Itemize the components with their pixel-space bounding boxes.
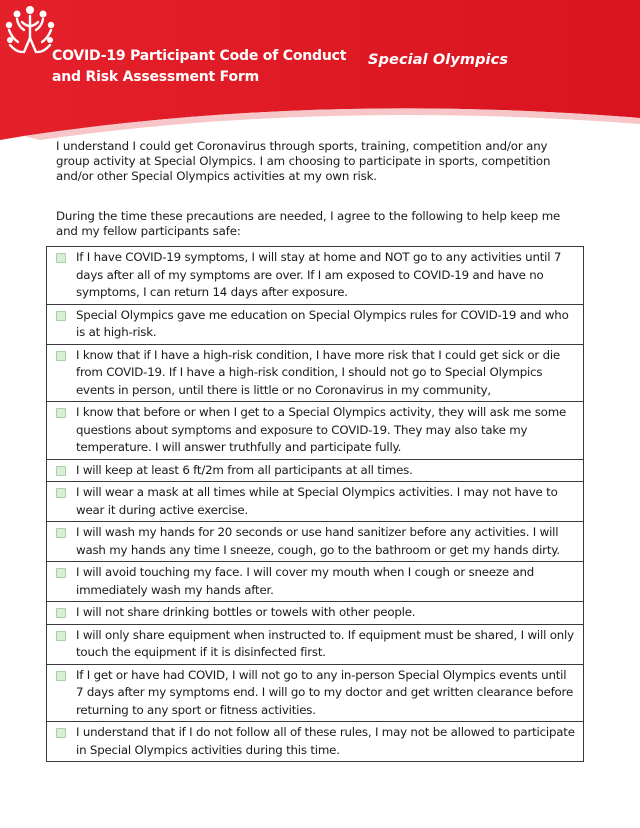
header-banner (0, 0, 640, 140)
rule-checkbox[interactable] (56, 568, 66, 578)
brand-wordmark: Special Olympics (368, 52, 509, 68)
rule-row (47, 482, 583, 522)
rule-text: I will avoid touching my face. I will cover my mouth when I cough or sneeze and immediately wash my hands after. (76, 565, 535, 597)
rule-row (47, 345, 583, 403)
rule-checkbox[interactable] (56, 528, 66, 538)
rule-checkbox[interactable] (56, 728, 66, 738)
rule-row (47, 305, 583, 345)
rule-checkbox[interactable] (56, 488, 66, 498)
rule-text: Special Olympics gave me education on Special Olympics rules for COVID-19 and who is at high-risk. (76, 307, 569, 339)
rule-row (47, 722, 583, 762)
rule-text: If I have COVID-19 symptoms, I will stay at home and NOT go to any activities until 7 days after all of my symptoms are over. If I am exposed to COVID-19 and have no symptoms, I can return 14 days after exposure. (76, 250, 562, 299)
rule-row (47, 562, 583, 602)
rules-checklist (46, 246, 584, 762)
rule-checkbox[interactable] (56, 351, 66, 361)
special-olympics-logo-icon (0, 0, 60, 60)
rule-checkbox[interactable] (56, 311, 66, 321)
form-title-line2: and Risk Assessment Form (52, 69, 259, 85)
rule-checkbox[interactable] (56, 671, 66, 681)
rule-text: If I get or have had COVID, I will not go to any in-person Special Olympics events until 7 days after my symptoms end. I will go to my doctor and get written clearance before returning to any sport or fitness activities. (76, 667, 573, 717)
rule-checkbox[interactable] (56, 408, 66, 418)
rule-checkbox[interactable] (56, 466, 66, 476)
rule-checkbox[interactable] (56, 253, 66, 263)
rule-row (47, 665, 583, 723)
rule-text: I will wash my hands for 20 seconds or use hand sanitizer before any activities. I will wash my hands any time I sneeze, cough, go to the bathroom or get my hands dirty. (76, 525, 560, 557)
rule-text: I will keep at least 6 ft/2m from all participants at all times. (76, 462, 413, 477)
rule-text: I know that if I have a high-risk condition, I have more risk that I could get sick or die from COVID-19. If I have a high-risk condition, I should not go to Special Olympics events in person, until there is little or no Coronavirus in my community, (76, 347, 560, 397)
form-title-line1: COVID-19 Participant Code of Conduct (52, 48, 347, 64)
rule-row (47, 460, 583, 483)
rule-text: I will only share equipment when instructed to. If equipment must be shared, I will only touch the equipment if it is disinfected first. (76, 627, 574, 659)
rule-row (47, 402, 583, 460)
rule-row (47, 602, 583, 625)
rule-checkbox[interactable] (56, 608, 66, 618)
rule-checkbox[interactable] (56, 631, 66, 641)
rule-text: I understand that if I do not follow all of these rules, I may not be allowed to participate in Special Olympics activities during this time. (76, 725, 575, 757)
rule-row (47, 625, 583, 665)
rule-row (47, 522, 583, 562)
rule-text: I will not share drinking bottles or towels with other people. (76, 605, 416, 619)
intro-paragraph: I understand I could get Coronavirus through sports, training, competition and/or any group activity at Special Olympics. I am choosing to participate in sports, competition and/or other Special Olympics activities at my own risk. (56, 139, 551, 183)
rule-text: I will wear a mask at all times while at Special Olympics activities. I may not have to wear it during active exercise. (76, 485, 558, 517)
rule-text: I know that before or when I get to a Special Olympics activity, they will ask me some questions about symptoms and exposure to COVID-19. They may also take my temperature. I will answer truthfully and participate fully. (76, 405, 567, 454)
form-title (52, 46, 346, 88)
rule-row (47, 247, 583, 305)
agreement-paragraph: During the time these precautions are needed, I agree to the following to help keep me and my fellow participants safe: (56, 209, 561, 238)
